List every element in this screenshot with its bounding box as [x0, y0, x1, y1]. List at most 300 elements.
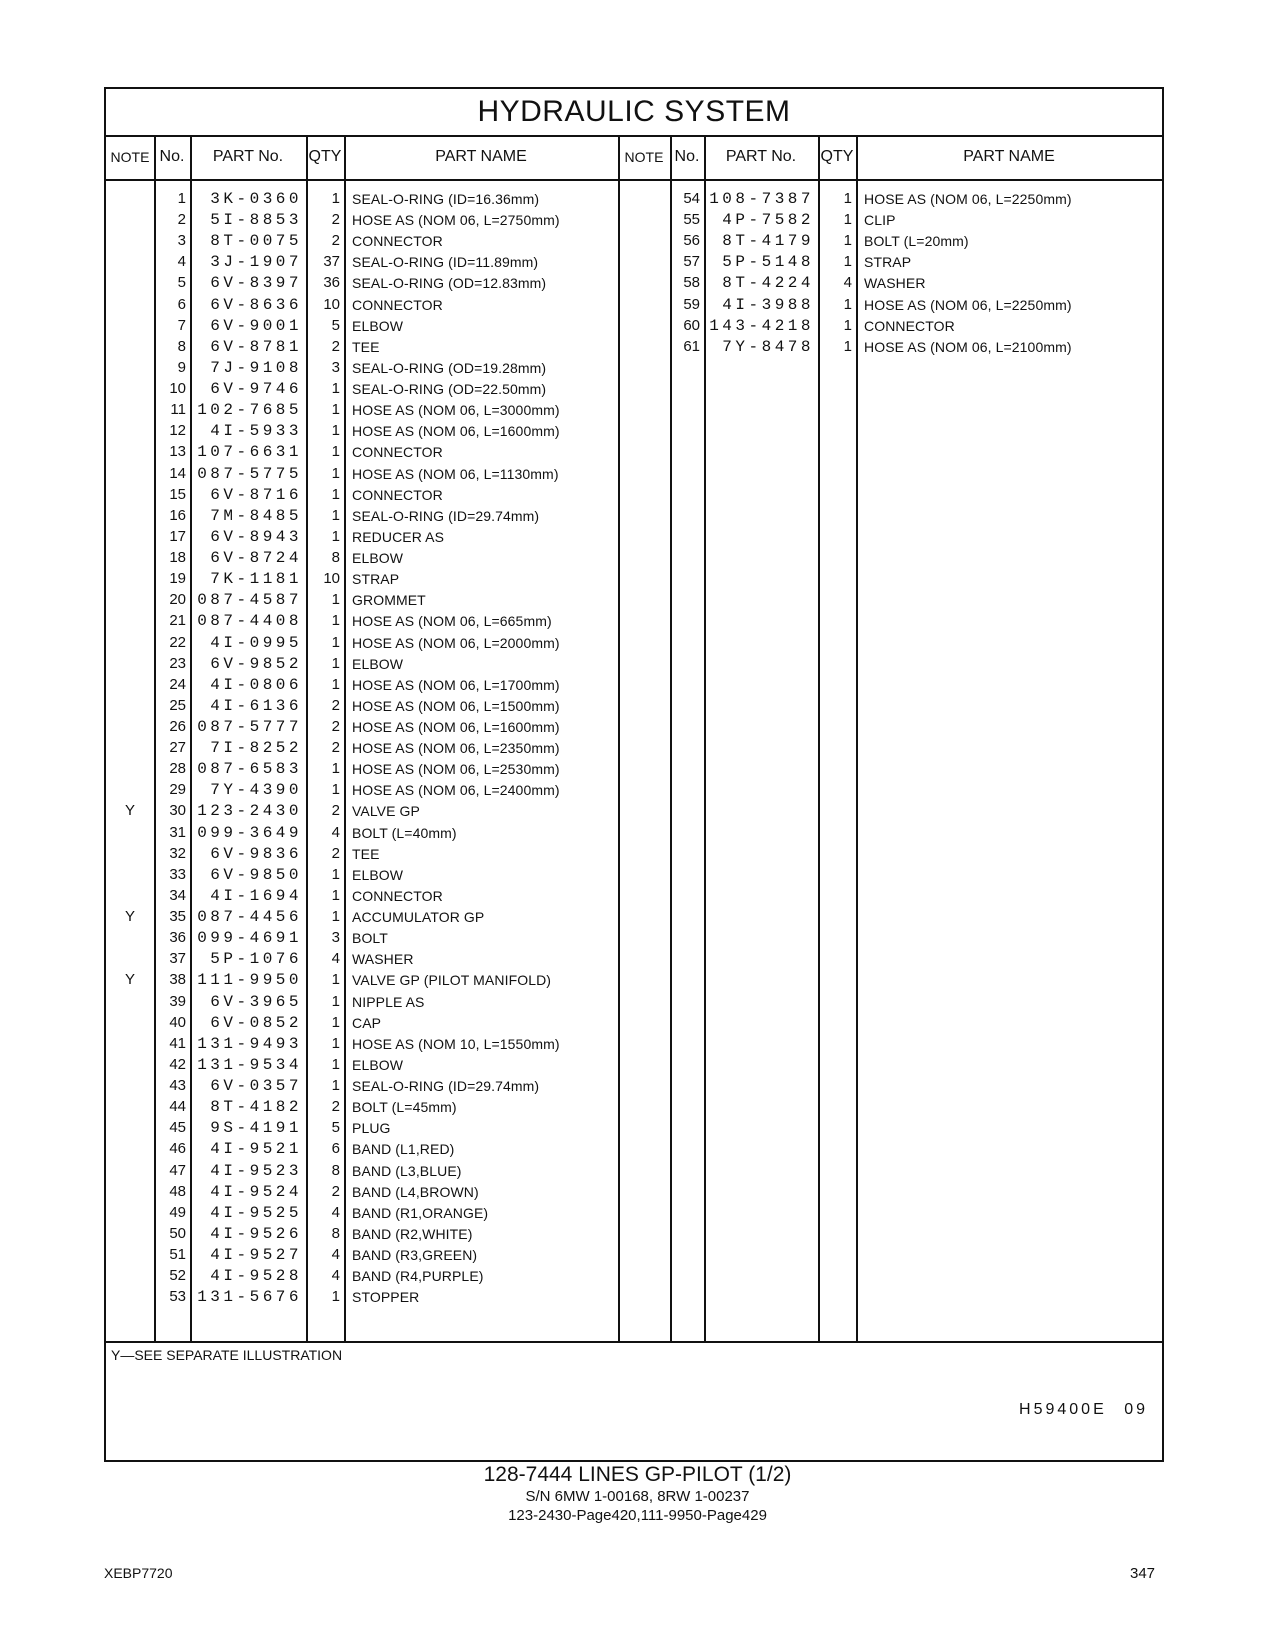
- row-quantity: 8: [331, 1224, 340, 1242]
- row-item-number: 23: [169, 654, 186, 672]
- row-quantity: 1: [331, 971, 340, 989]
- row-quantity: 1: [331, 380, 340, 398]
- table-row: [106, 610, 1162, 632]
- row-part-name: GROMMET: [352, 592, 426, 609]
- table-row: [106, 1096, 1162, 1118]
- row-item-number: 16: [169, 506, 186, 524]
- row-part-name: HOSE AS (NOM 06, L=2350mm): [352, 740, 560, 757]
- row-part-name: HOSE AS (NOM 06, L=2250mm): [864, 296, 1072, 313]
- table-row: [106, 632, 1162, 654]
- row-part-number: 5P-1076: [210, 950, 302, 969]
- row-part-name: TEE: [352, 338, 380, 355]
- row-part-name: HOSE AS (NOM 06, L=2530mm): [352, 761, 560, 778]
- row-item-number: 15: [169, 485, 186, 503]
- row-quantity: 1: [843, 316, 852, 334]
- row-part-number: 6V-8724: [210, 549, 302, 568]
- row-note: [106, 632, 154, 654]
- row-item-number: 47: [169, 1161, 186, 1179]
- row-part-number: 143-4218: [709, 316, 814, 335]
- row-note: [106, 737, 154, 759]
- table-row: [106, 188, 1162, 210]
- row-item-number: 10: [169, 380, 186, 398]
- row-item-number: 8: [177, 337, 186, 355]
- row-item-number: 20: [169, 591, 186, 609]
- parts-list: [106, 181, 1162, 1341]
- row-note: [106, 674, 154, 696]
- table-row: [106, 1244, 1162, 1266]
- row-part-name: ELBOW: [352, 866, 404, 883]
- row-note: [106, 948, 154, 970]
- row-quantity: 1: [331, 612, 340, 630]
- section-title: HYDRAULIC SYSTEM: [106, 89, 1162, 137]
- table-row: [106, 378, 1162, 400]
- row-quantity: 2: [331, 696, 340, 714]
- table-row: [106, 336, 1162, 358]
- row-part-number: 6V-8636: [210, 295, 302, 314]
- row-note: [106, 399, 154, 421]
- row-part-name: HOSE AS (NOM 06, L=1700mm): [352, 676, 560, 693]
- row-part-number: 087-5775: [197, 464, 302, 483]
- row-part-number: 6V-0357: [210, 1077, 302, 1096]
- row-part-number: 4I-9524: [210, 1182, 302, 1201]
- row-part-number: 6V-0852: [210, 1013, 302, 1032]
- row-quantity: 2: [331, 844, 340, 862]
- header-part-no-right: PART No.: [725, 148, 797, 165]
- row-part-name: SEAL-O-RING (ID=29.74mm): [352, 507, 540, 524]
- row-item-number: 14: [169, 464, 186, 482]
- row-part-name: HOSE AS (NOM 06, L=1600mm): [352, 423, 560, 440]
- row-quantity: 2: [331, 232, 340, 250]
- row-item-number: 44: [169, 1098, 186, 1116]
- row-part-name: STOPPER: [352, 1289, 420, 1306]
- document-id: XEBP7720: [104, 1565, 173, 1581]
- row-part-name: BAND (R4,PURPLE): [352, 1268, 484, 1285]
- row-item-number: 39: [169, 992, 186, 1010]
- row-item-number: 4: [177, 253, 186, 271]
- row-part-name: CONNECTOR: [352, 486, 443, 503]
- row-note: [106, 1012, 154, 1034]
- row-part-number: 6V-9852: [210, 654, 302, 673]
- row-item-number: 35: [169, 908, 186, 926]
- row-quantity: 5: [331, 1119, 340, 1137]
- row-item-number: 55: [683, 211, 700, 229]
- row-quantity: 1: [331, 992, 340, 1010]
- table-row: [106, 399, 1162, 421]
- table-row: [106, 1265, 1162, 1287]
- row-part-number: 3J-1907: [210, 253, 302, 272]
- row-part-number: 4I-5933: [210, 422, 302, 441]
- row-part-number: 6V-9836: [210, 844, 302, 863]
- table-row: [106, 674, 1162, 696]
- row-item-number: 54: [683, 190, 700, 207]
- row-item-number: 60: [683, 316, 700, 334]
- row-part-number: 3K-0360: [210, 190, 302, 208]
- row-note: [106, 822, 154, 844]
- table-row: [106, 568, 1162, 590]
- row-quantity: 1: [331, 401, 340, 419]
- row-item-number: 49: [169, 1203, 186, 1221]
- row-quantity: 1: [843, 295, 852, 313]
- row-quantity: 1: [331, 464, 340, 482]
- row-part-name: WASHER: [352, 951, 414, 968]
- row-part-name: BAND (L4,BROWN): [352, 1183, 479, 1200]
- table-row: [106, 505, 1162, 527]
- row-part-name: CONNECTOR: [864, 317, 955, 334]
- row-part-name: BAND (R3,GREEN): [352, 1247, 478, 1263]
- row-part-number: 6V-8943: [210, 527, 302, 546]
- header-note-right: NOTE: [624, 149, 664, 165]
- row-quantity: 1: [331, 527, 340, 545]
- row-quantity: 1: [331, 865, 340, 883]
- row-item-number: 42: [169, 1055, 186, 1073]
- row-part-number: 108-7387: [709, 190, 814, 208]
- row-note: [106, 1202, 154, 1224]
- table-row: [106, 948, 1162, 970]
- row-part-number: 7K-1181: [210, 570, 302, 589]
- figure-caption: 128-7444 LINES GP-PILOT (1/2): [483, 1463, 792, 1486]
- row-note: [618, 336, 670, 358]
- row-note: [106, 1033, 154, 1055]
- row-note: [106, 484, 154, 506]
- row-item-number: 43: [169, 1077, 186, 1095]
- table-row: [106, 1012, 1162, 1034]
- row-part-name: HOSE AS (NOM 10, L=1550mm): [352, 1035, 560, 1052]
- row-part-name: HOSE AS (NOM 06, L=2400mm): [352, 782, 560, 799]
- row-part-name: HOSE AS (NOM 06, L=2100mm): [864, 338, 1072, 355]
- form-code: H59400E 09: [1019, 1401, 1148, 1418]
- row-part-name: TEE: [352, 845, 380, 862]
- table-row: [106, 272, 1162, 294]
- row-item-number: 48: [169, 1182, 186, 1200]
- row-part-name: HOSE AS (NOM 06, L=1600mm): [352, 719, 560, 735]
- table-row: [106, 484, 1162, 506]
- row-quantity: 1: [331, 443, 340, 461]
- row-part-name: CLIP: [864, 212, 896, 229]
- row-quantity: 2: [331, 337, 340, 355]
- table-row: [106, 969, 1162, 991]
- row-quantity: 4: [331, 1246, 340, 1263]
- row-quantity: 5: [331, 316, 340, 334]
- row-quantity: 3: [331, 929, 340, 947]
- row-quantity: 10: [323, 295, 340, 313]
- row-note: [106, 1160, 154, 1182]
- row-quantity: 1: [843, 337, 852, 355]
- row-part-number: 4I-9527: [210, 1246, 302, 1264]
- row-note: [106, 653, 154, 675]
- header-qty: QTY: [308, 148, 342, 165]
- row-part-name: BAND (R1,ORANGE): [352, 1204, 489, 1221]
- row-part-name: BOLT (L=40mm): [352, 824, 457, 841]
- row-note: [106, 1223, 154, 1245]
- table-row: [106, 441, 1162, 463]
- row-part-number: 087-4456: [197, 908, 302, 927]
- row-item-number: 2: [177, 211, 186, 229]
- row-part-number: 8T-4224: [722, 274, 814, 293]
- row-quantity: 2: [331, 718, 340, 735]
- row-note: [106, 357, 154, 379]
- row-quantity: 1: [331, 506, 340, 524]
- header-no-right: No.: [674, 148, 700, 165]
- table-row: [106, 1223, 1162, 1245]
- row-item-number: 51: [169, 1246, 186, 1263]
- row-part-number: 087-4408: [197, 612, 302, 631]
- row-item-number: 53: [169, 1288, 186, 1306]
- table-header: [106, 135, 1162, 181]
- table-row: [106, 1033, 1162, 1055]
- row-item-number: 61: [683, 337, 700, 355]
- row-part-number: 4I-0806: [210, 675, 302, 694]
- page-references: 123-2430-Page420,111-9950-Page429: [508, 1507, 767, 1524]
- row-part-name: STRAP: [352, 571, 400, 588]
- row-part-name: NIPPLE AS: [352, 993, 425, 1010]
- row-item-number: 34: [169, 886, 186, 904]
- row-part-name: SEAL-O-RING (OD=19.28mm): [352, 359, 547, 376]
- row-note: [106, 1265, 154, 1287]
- row-part-number: 7Y-4390: [210, 781, 302, 800]
- row-part-name: VALVE GP: [352, 803, 420, 820]
- row-item-number: 11: [170, 401, 186, 419]
- row-part-name: HOSE AS (NOM 06, L=2250mm): [864, 191, 1072, 207]
- row-quantity: 4: [331, 950, 340, 968]
- row-part-name: CONNECTOR: [352, 444, 443, 461]
- row-part-name: HOSE AS (NOM 06, L=3000mm): [352, 402, 560, 419]
- row-part-number: 4I-1694: [210, 886, 302, 905]
- row-part-name: SEAL-O-RING (ID=16.36mm): [352, 191, 540, 207]
- row-part-number: 4I-9525: [210, 1203, 302, 1222]
- table-row: [106, 230, 1162, 252]
- row-quantity: 36: [323, 274, 340, 292]
- table-row: [106, 822, 1162, 844]
- row-note: [106, 885, 154, 907]
- row-item-number: 21: [169, 612, 186, 630]
- row-part-name: HOSE AS (NOM 06, L=1500mm): [352, 697, 560, 714]
- row-quantity: 1: [843, 253, 852, 271]
- row-note: [106, 610, 154, 632]
- row-quantity: 2: [331, 1098, 340, 1116]
- row-quantity: 1: [331, 654, 340, 672]
- row-quantity: 1: [331, 422, 340, 440]
- row-note: [106, 1244, 154, 1266]
- table-row: [106, 251, 1162, 273]
- row-item-number: 58: [683, 274, 700, 292]
- row-note: [106, 695, 154, 717]
- table-row: [106, 758, 1162, 780]
- row-part-number: 107-6631: [197, 443, 302, 462]
- row-part-number: 9S-4191: [210, 1119, 302, 1138]
- row-part-name: SEAL-O-RING (OD=12.83mm): [352, 275, 547, 292]
- row-item-number: 6: [177, 295, 186, 313]
- row-part-number: 8T-4179: [722, 232, 814, 251]
- row-part-number: 4I-0995: [210, 633, 302, 652]
- row-item-number: 52: [169, 1267, 186, 1285]
- row-quantity: 2: [331, 1182, 340, 1200]
- table-row: [106, 463, 1162, 485]
- row-item-number: 26: [169, 718, 186, 735]
- row-part-number: 4I-9526: [210, 1224, 302, 1243]
- table-row: [106, 695, 1162, 717]
- row-item-number: 38: [169, 971, 186, 989]
- row-item-number: 28: [169, 760, 186, 778]
- row-quantity: 4: [331, 823, 340, 841]
- row-quantity: 1: [843, 211, 852, 229]
- row-note: [106, 1138, 154, 1160]
- row-quantity: 8: [331, 549, 340, 567]
- row-item-number: 45: [169, 1119, 186, 1137]
- row-part-number: 102-7685: [197, 401, 302, 420]
- row-part-name: PLUG: [352, 1120, 391, 1137]
- row-item-number: 32: [169, 844, 186, 862]
- table-row: [106, 800, 1162, 822]
- row-part-number: 6V-9001: [210, 316, 302, 335]
- row-item-number: 30: [169, 802, 186, 820]
- row-part-number: 131-5676: [197, 1288, 302, 1307]
- row-part-number: 7J-9108: [210, 358, 302, 377]
- row-quantity: 8: [331, 1161, 340, 1179]
- row-note: [106, 589, 154, 611]
- row-note: Y: [124, 802, 135, 820]
- row-item-number: 19: [169, 570, 186, 588]
- row-quantity: 1: [843, 232, 852, 250]
- table-row: [106, 927, 1162, 949]
- row-part-name: CONNECTOR: [352, 296, 443, 313]
- row-item-number: 18: [169, 549, 186, 567]
- row-note: [618, 272, 670, 294]
- row-quantity: 2: [331, 802, 340, 820]
- row-part-number: 6V-9850: [210, 865, 302, 884]
- table-row: [106, 315, 1162, 337]
- row-part-number: 7M-8485: [210, 506, 302, 525]
- row-item-number: 37: [169, 950, 186, 968]
- row-part-number: 123-2430: [197, 802, 302, 821]
- table-row: [106, 1075, 1162, 1097]
- table-row: [106, 864, 1162, 886]
- row-note: [106, 378, 154, 400]
- row-quantity: 1: [331, 1013, 340, 1031]
- row-part-name: HOSE AS (NOM 06, L=2000mm): [352, 634, 560, 651]
- row-item-number: 57: [683, 253, 700, 271]
- row-part-name: ELBOW: [352, 1056, 404, 1073]
- header-part-no: PART No.: [212, 148, 284, 165]
- table-row: [106, 716, 1162, 738]
- row-part-name: REDUCER AS: [352, 528, 445, 545]
- row-note: [106, 420, 154, 442]
- table-row: [106, 1181, 1162, 1203]
- row-quantity: 1: [331, 190, 340, 207]
- row-part-name: SEAL-O-RING (OD=22.50mm): [352, 381, 547, 398]
- table-row: [106, 294, 1162, 316]
- row-part-number: 7I-8252: [210, 739, 302, 758]
- row-note: [106, 505, 154, 527]
- row-quantity: 1: [331, 1034, 340, 1052]
- parts-table-frame: [104, 87, 1164, 1462]
- row-note: [106, 843, 154, 865]
- page-number: 347: [1130, 1565, 1156, 1582]
- table-row: [106, 906, 1162, 928]
- row-part-number: 8T-4182: [210, 1098, 302, 1117]
- row-quantity: 1: [331, 760, 340, 778]
- row-quantity: 1: [331, 886, 340, 904]
- row-quantity: 1: [331, 1288, 340, 1306]
- row-note: [106, 568, 154, 590]
- row-quantity: 2: [331, 211, 340, 229]
- footer-divider: [106, 1341, 1162, 1343]
- row-note: [106, 526, 154, 548]
- row-part-number: 6V-3965: [210, 992, 302, 1011]
- row-part-number: 4I-9521: [210, 1140, 302, 1159]
- row-note: [106, 991, 154, 1013]
- row-part-name: ACCUMULATOR GP: [352, 909, 485, 926]
- row-part-name: CONNECTOR: [352, 233, 443, 250]
- header-note: NOTE: [110, 149, 150, 165]
- row-item-number: 33: [169, 865, 186, 883]
- row-note: [106, 547, 154, 569]
- footnote: Y—SEE SEPARATE ILLUSTRATION: [111, 1347, 343, 1363]
- row-part-name: WASHER: [864, 275, 926, 292]
- row-part-name: ELBOW: [352, 655, 404, 672]
- row-part-number: 4I-9528: [210, 1267, 302, 1286]
- row-item-number: 5: [177, 274, 186, 292]
- row-item-number: 29: [169, 781, 186, 799]
- row-quantity: 6: [331, 1140, 340, 1158]
- row-part-number: 4I-9523: [210, 1161, 302, 1180]
- row-note: [618, 230, 670, 252]
- row-note: [106, 864, 154, 886]
- row-note: [106, 441, 154, 463]
- row-part-number: 7Y-8478: [722, 337, 814, 356]
- table-row: [106, 1054, 1162, 1076]
- row-note: [618, 209, 670, 231]
- row-item-number: 1: [177, 190, 186, 207]
- row-quantity: 1: [331, 1055, 340, 1073]
- row-item-number: 3: [177, 232, 186, 250]
- row-part-number: 087-5777: [197, 718, 302, 736]
- row-part-number: 6V-9746: [210, 380, 302, 399]
- row-part-name: BOLT: [352, 930, 388, 947]
- table-row: [106, 526, 1162, 548]
- row-part-number: 087-6583: [197, 760, 302, 779]
- row-quantity: 1: [331, 485, 340, 503]
- row-part-number: 5P-5148: [722, 253, 814, 272]
- row-quantity: 1: [331, 1077, 340, 1095]
- table-row: [106, 209, 1162, 231]
- header-no: No.: [159, 148, 185, 165]
- row-part-name: BOLT (L=45mm): [352, 1099, 457, 1116]
- row-part-number: 087-4587: [197, 591, 302, 610]
- row-item-number: 17: [169, 527, 186, 545]
- row-item-number: 24: [169, 675, 186, 693]
- row-quantity: 4: [843, 274, 852, 292]
- row-part-name: HOSE AS (NOM 06, L=2750mm): [352, 212, 560, 229]
- row-part-number: 6V-8397: [210, 274, 302, 293]
- row-part-name: CONNECTOR: [352, 887, 443, 904]
- row-item-number: 12: [169, 422, 186, 440]
- row-note: [106, 1075, 154, 1097]
- row-part-name: VALVE GP (PILOT MANIFOLD): [352, 972, 552, 989]
- row-part-number: 111-9950: [197, 971, 302, 990]
- row-quantity: 1: [331, 908, 340, 926]
- row-item-number: 36: [169, 929, 186, 947]
- row-part-number: 4I-6136: [210, 696, 302, 715]
- row-quantity: 1: [331, 781, 340, 799]
- row-item-number: 59: [683, 295, 700, 313]
- row-part-name: SEAL-O-RING (ID=29.74mm): [352, 1078, 540, 1095]
- table-row: [106, 1160, 1162, 1182]
- table-row: [106, 737, 1162, 759]
- row-note: [106, 1181, 154, 1203]
- row-item-number: 22: [169, 633, 186, 651]
- table-row: [106, 589, 1162, 611]
- row-part-number: 6V-8716: [210, 485, 302, 504]
